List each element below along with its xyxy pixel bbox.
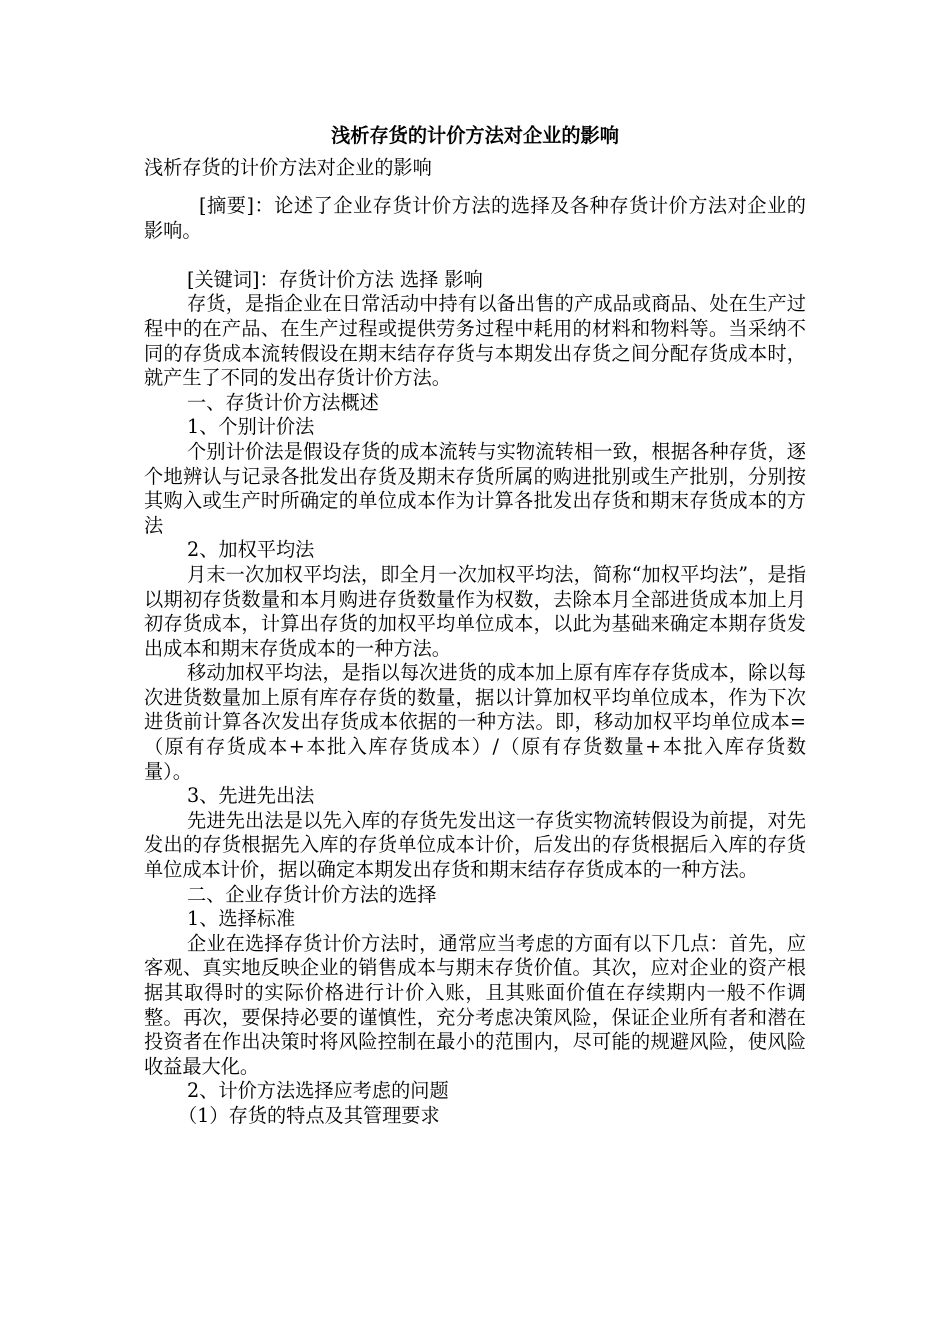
document-title: 浅析存货的计价方法对企业的影响 <box>331 124 619 147</box>
abstract: [摘要]：论述了企业存货计价方法的选择及各种存货计价方法对企业的影响。 <box>144 194 806 242</box>
paragraph-1-2-b: 移动加权平均法，是指以每次进货的成本加上原有库存存货成本，除以每次进货数量加上原有库存存货的数量，据以计算加权平均单位成本，作为下次进货前计算各次发出存货成本依据的一种方法。即，移动加权平均单位成本=（原有存货成本+本批入库存货成本）/（原有存货数量+本批入库存货数量）。 <box>144 661 806 783</box>
paragraph-1-1: 个别计价法是假设存货的成本流转与实物流转相一致，根据各种存货，逐个地辨认与记录各批发出存货及期末存货所属的购进批别或生产批别，分别按其购入或生产时所确定的单位成本作为计算各批发出存货和期末存货成本的方法 <box>144 439 806 537</box>
paragraph-1-2-a: 月末一次加权平均法，即全月一次加权平均法，简称“加权平均法”，是指以期初存货数量和本月购进存货数量作为权数，去除本月全部进货成本加上月初存货成本，计算出存货的加权平均单位成本，以此为基础来确定本期存货发出成本和期末存货成本的一种方法。 <box>144 562 806 660</box>
subsection-heading-1-1: 1、个别计价法 <box>187 415 315 439</box>
subsection-heading-2-1: 1、选择标准 <box>187 907 296 931</box>
section-heading-2: 二、企业存货计价方法的选择 <box>187 882 437 906</box>
subsection-heading-1-3: 3、先进先出法 <box>187 784 315 808</box>
paragraph-2-1: 企业在选择存货计价方法时，通常应当考虑的方面有以下几点：首先，应客观、真实地反映企业的销售成本与期末存货价值。其次，应对企业的资产根据其取得时的实际价格进行计价入账，且其账面价值在存续期内一般不作调整。再次，要保持必要的谨慎性，充分考虑决策风险，保证企业所有者和潜在投资者在作出决策时将风险控制在最小的范围内，尽可能的规避风险，使风险收益最大化。 <box>144 931 806 1078</box>
document-subtitle: 浅析存货的计价方法对企业的影响 <box>144 156 432 179</box>
list-item-2-2-1: （1）存货的特点及其管理要求 <box>178 1103 440 1127</box>
subsection-heading-2-2: 2、计价方法选择应考虑的问题 <box>187 1079 449 1103</box>
subsection-heading-1-2: 2、加权平均法 <box>187 538 315 562</box>
section-heading-1: 一、存货计价方法概述 <box>187 390 379 414</box>
paragraph-1-3: 先进先出法是以先入库的存货先发出这一存货实物流转假设为前提，对先发出的存货根据先入库的存货单位成本计价，后发出的存货根据后入库的存货单位成本计价，据以确定本期发出存货和期末结存存货成本的一种方法。 <box>144 808 806 882</box>
document-page <box>144 116 806 1129</box>
spacer <box>144 243 806 268</box>
keywords: [关键词]：存货计价方法 选择 影响 <box>187 267 483 291</box>
intro-paragraph: 存货，是指企业在日常活动中持有以备出售的产成品或商品、处在生产过程中的在产品、在生产过程或提供劳务过程中耗用的材料和物料等。当采纳不同的存货成本流转假设在期末结存存货与本期发出存货之间分配存货成本时，就产生了不同的发出存货计价方法。 <box>144 292 806 390</box>
